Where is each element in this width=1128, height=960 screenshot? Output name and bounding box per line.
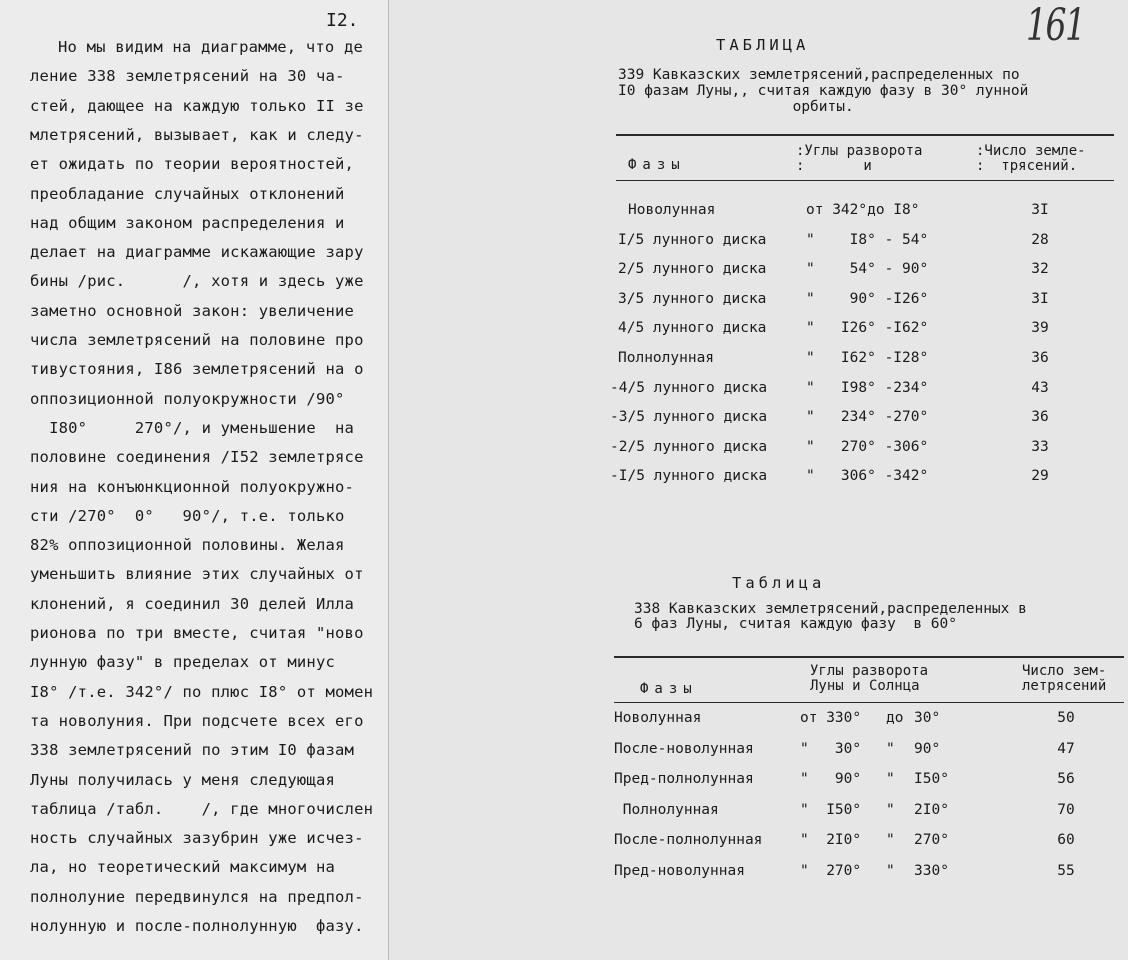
table1-caption-line: орбиты. [618,99,854,115]
table2-cell-count: 70 [1057,801,1075,818]
table2-cell-to: 270° [914,832,949,848]
table1-cell-count: 3I [1031,202,1049,218]
table2-heading: Таблица [732,574,826,592]
table2-cell-from: " I50° [800,801,862,818]
table2-header-rule [614,702,1124,703]
table1-cell-angles: " 234° -270° [806,409,929,426]
table1-cell-angles: " I98° -234° [806,379,929,396]
text-line: Но мы видим на диаграмме, что де [58,38,364,56]
table1-cell-angles: " 54° - 90° [806,261,929,278]
table1-cell-count: 28 [1031,231,1049,248]
table1-cell-phase: 4/5 лунного диска [618,320,767,337]
table2-cell-phase: После-полнолунная [614,832,763,848]
text-line: стей, дающее на каждую только II зе [30,96,364,115]
table2-cell-to: 2I0° [914,801,949,818]
table1-cell-count: 33 [1031,438,1049,455]
table2-cell-to: 90° [914,740,941,757]
text-line: I8° /т.е. 342°/ по плюс I8° от момен [30,682,374,701]
text-line: ность случайных зазубрин уже исчез- [30,829,364,848]
table2-cell-phase: Пред-новолунная [614,862,745,879]
table2-cell-to: I50° [914,771,949,787]
table1-heading: ТАБЛИЦА [716,36,810,54]
table2-col-count: Число зем- [1022,663,1107,679]
text-line: I80° 270°/, и уменьшение на [30,418,355,437]
table1-col-phase: Фазы [628,157,686,173]
left-page [0,0,389,960]
page-number: I2. [326,10,359,31]
text-line: над общим законом распределения и [30,213,345,232]
table1-cell-angles: " 306° -342° [806,468,929,485]
table2-cell-count: 60 [1057,832,1075,848]
table2-col-count: летрясений [1022,678,1107,694]
table1-header-rule [616,180,1114,181]
text-line: ление 338 землетрясений на 30 ча- [30,67,345,86]
table2-cell-separator: до [886,710,904,726]
table2-caption-line: 338 Кавказских землетрясений,распределенных в [634,601,1027,617]
table2-cell-phase: Полнолунная [614,801,719,818]
table1-col-count: : трясений. [976,158,1078,174]
text-line: преобладание случайных отклонений [30,184,345,203]
text-line: тивустояния, I86 землетрясений на о [30,360,364,379]
table1-cell-count: 39 [1031,320,1049,337]
text-line: бины /рис. /, хотя и здесь уже [30,272,364,291]
table2-cell-separator: " [886,740,895,757]
text-line: половине соединения /I52 землетрясе [30,448,364,467]
table2-caption-line: 6 фаз Луны, считая каждую фазу в 60° [634,616,958,632]
table1-cell-count: 36 [1031,350,1049,366]
table1-cell-phase: Новолунная [628,202,716,218]
table2-cell-count: 47 [1057,740,1075,757]
table1-cell-count: 43 [1031,379,1049,396]
text-line: делает на диаграмме искажающие зару [30,243,364,262]
text-line: рионова по три вместе, считая "ново [30,624,364,642]
table1-cell-count: 36 [1031,409,1049,426]
text-line: заметно основной закон: увеличение [30,301,355,320]
table2-cell-count: 55 [1057,862,1075,879]
table1-cell-phase: -4/5 лунного диска [610,379,768,396]
table1-cell-phase: -I/5 лунного диска [610,468,768,485]
table2-cell-from: " 90° [800,771,862,787]
table1-cell-phase: I/5 лунного диска [618,231,767,248]
text-line: числа землетрясений на половине про [30,331,364,349]
text-line: лунную фазу" в пределах от минус [30,653,336,672]
table1-col-angles: :Углы разворота [796,143,923,159]
table1-cell-count: 29 [1031,468,1049,485]
text-line: нолунную и после-полнолунную фазу. [30,917,364,935]
table1-cell-phase: Полнолунная [618,350,715,366]
archive-number: 161 [1026,0,1085,51]
text-line: таблица /табл. /, где многочислен [30,799,374,818]
text-line: сти /270° 0° 90°/, т.е. только [30,506,345,525]
table2-cell-phase: Пред-полнолунная [614,771,754,787]
table1-cell-angles: от 342°до I8° [806,202,920,218]
text-line: ет ожидать по теории вероятностей, [30,155,355,174]
table2-cell-separator: " [886,801,895,818]
table1-cell-count: 3I [1031,290,1049,307]
table2-col-phase: Фазы [640,681,698,697]
table2-cell-from: " 270° [800,862,862,879]
text-line: уменьшить влияние этих случайных от [30,565,364,584]
table1-col-count: :Число земле- [976,143,1086,159]
table2-col-angles: Луны и Солнца [810,678,920,694]
table2-cell-separator: " [886,832,895,848]
table1-cell-phase: 3/5 лунного диска [618,290,767,307]
table1-caption-line: 339 Кавказских землетрясений,распределенных по [618,67,1020,83]
table1-caption-line: I0 фазам Луны,, считая каждую фазу в 30° лунной [618,83,1029,99]
table1-cell-phase: -2/5 лунного диска [610,438,768,455]
text-line: ния на конъюнкционной полуокружно- [30,477,355,496]
table2-cell-phase: Новолунная [614,710,702,726]
text-line: 82% оппозиционной половины. Желая [30,536,345,555]
table1-top-rule [616,134,1114,136]
table1-cell-count: 32 [1031,261,1049,278]
table2-col-angles: Углы разворота [810,663,929,679]
table2-cell-from: " 30° [800,740,862,757]
table2-cell-from: " 2I0° [800,832,862,848]
table2-cell-separator: " [886,771,895,787]
table2-cell-to: 30° [914,710,941,726]
table1-cell-angles: " I26° -I62° [806,320,929,337]
text-line: ла, но теоретический максимум на [30,858,336,877]
table2-top-rule [614,656,1124,658]
text-line: оппозиционной полуокружности /90° [30,389,345,408]
table1-cell-angles: " I8° - 54° [806,231,929,248]
text-line: Луны получилась у меня следующая [30,770,336,789]
table1-cell-angles: " 270° -306° [806,438,929,455]
text-line: полнолуние передвинулся на предпол- [30,887,364,906]
table2-cell-to: 330° [914,862,949,879]
table1-cell-phase: 2/5 лунного диска [618,261,767,278]
table1-col-angles: : и [796,158,872,174]
table2-cell-from: от 330° [800,710,862,726]
text-line: клонений, я соединил 30 делей Илла [30,594,355,613]
text-line: 338 землетрясений по этим I0 фазам [30,741,355,760]
table2-cell-phase: После-новолунная [614,740,754,757]
text-line: та новолуния. При подсчете всех его [30,711,364,730]
table2-cell-count: 56 [1057,771,1075,787]
table1-cell-angles: " 90° -I26° [806,290,929,307]
table1-cell-angles: " I62° -I28° [806,350,929,366]
table2-cell-separator: " [886,862,895,879]
table1-cell-phase: -3/5 лунного диска [610,409,768,426]
table2-cell-count: 50 [1057,710,1075,726]
text-line: млетрясений, вызывает, как и следу- [30,125,364,144]
